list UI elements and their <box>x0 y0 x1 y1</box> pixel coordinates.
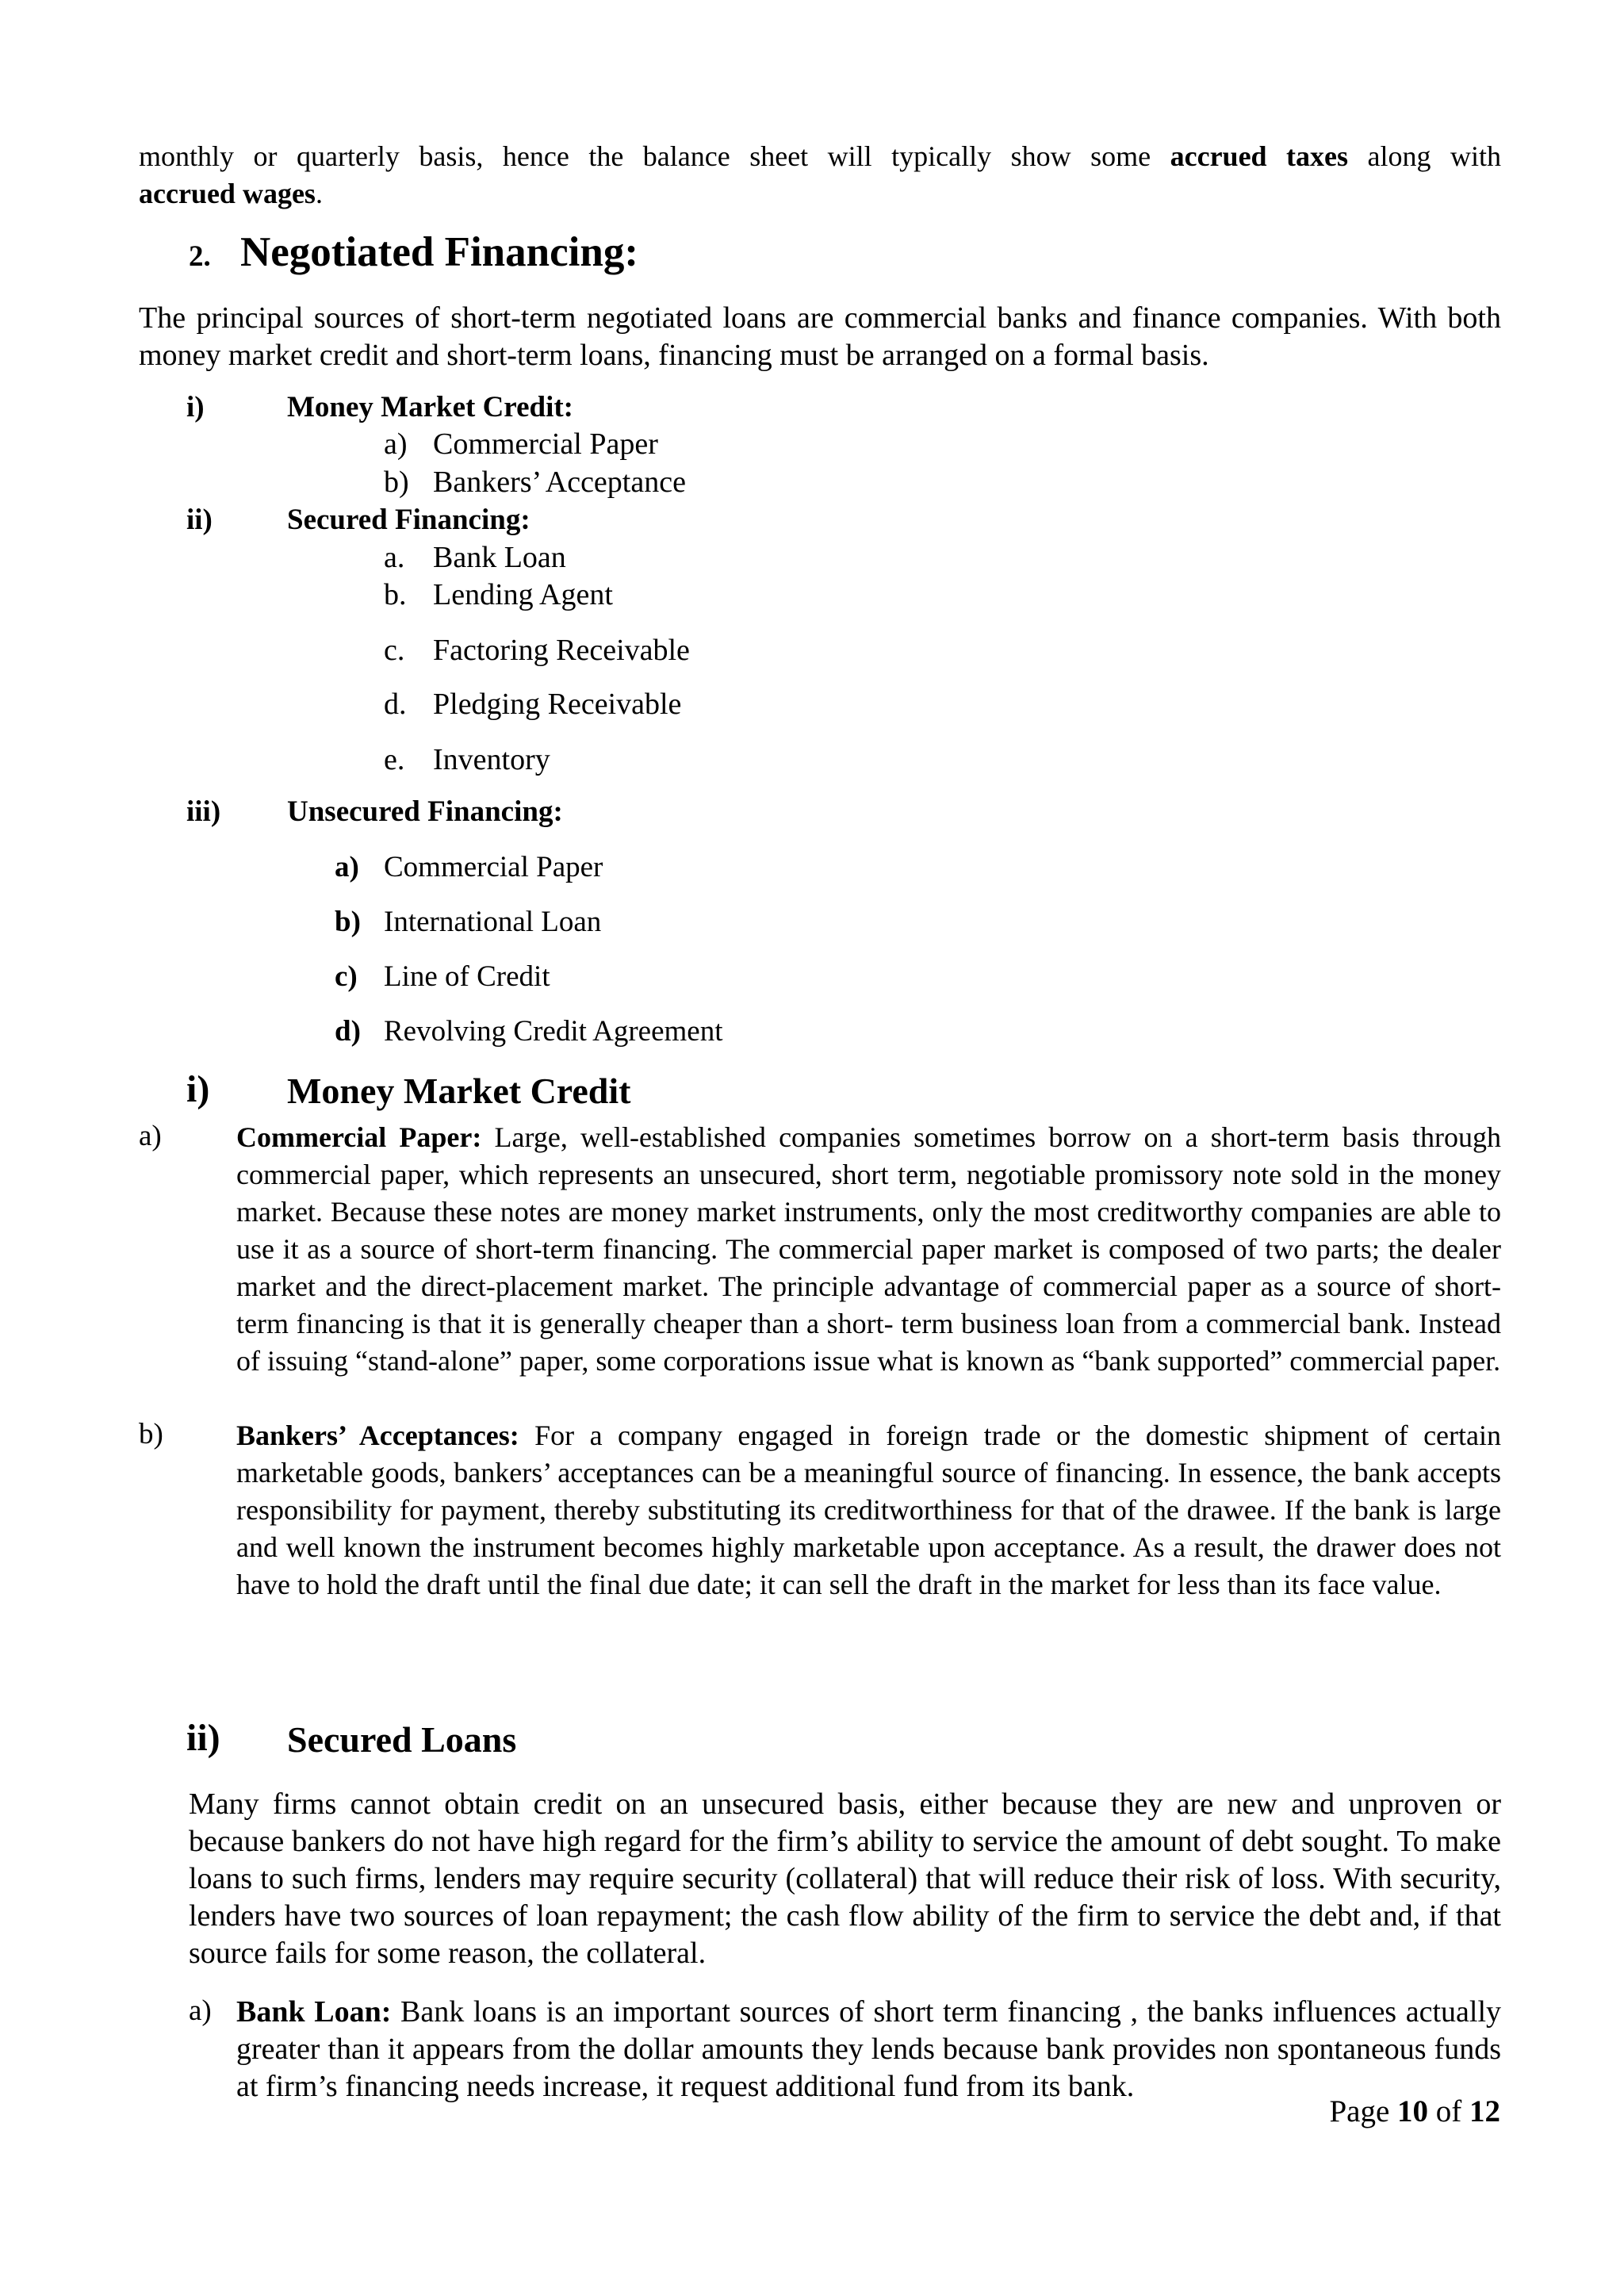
outline-ii-item: e. Inventory <box>384 743 550 776</box>
outline-iii-title: Unsecured Financing: <box>287 795 563 828</box>
commercial-paper-paragraph: Commercial Paper: Large, well-established companies sometimes borrow on a short-term basis through commercial paper, which represents an unsecured, short term, negotiable promissory note sold in the money market. Because these notes are money market instruments, only the most creditworthy companies are able to use it as a source of short-term financing. The commercial paper market is composed of two parts; the dealer market and the direct-placement market. The principle advantage of commercial paper as a source of short-term financing is that it is generally cheaper than a short- term business loan from a commercial bank. Instead of issuing “stand-alone” paper, some corporations issue what is known as “bank supported” commercial paper. <box>236 1121 1501 1377</box>
heading-number: 2. <box>189 240 211 273</box>
outline-ii-title: Secured Financing: <box>287 504 530 536</box>
term-commercial-paper: Commercial Paper: <box>236 1121 482 1153</box>
section-ii-title: Secured Loans <box>287 1719 517 1760</box>
outline-i-title: Money Market Credit: <box>287 391 573 423</box>
term-bank-loan: Bank Loan: <box>236 1995 392 2029</box>
section-i-number: i) <box>186 1068 210 1110</box>
secured-loans-paragraph: Many firms cannot obtain credit on an unsecured basis, either because they are new and unproven or because bankers do not have high regard for the firm’s ability to service the amount of debt sought. To make loans to such firms, lenders may require security (collateral) that will reduce their risk of loss. With security, lenders have two sources of loan repayment; the cash flow ability of the firm to service the debt and, if that source fails for some reason, the collateral. <box>189 1787 1501 1970</box>
section-ii-number: ii) <box>186 1717 220 1759</box>
outline-ii-item: b. Lending Agent <box>384 578 613 611</box>
term-accrued-wages: accrued wages <box>139 178 316 209</box>
outline-iii-item: b) International Loan <box>335 906 602 938</box>
outline-iii-item: a) Commercial Paper <box>335 851 603 883</box>
bankers-acceptances-paragraph: Bankers’ Acceptances: For a company engaged in foreign trade or the domestic shipment of certain marketable goods, bankers’ acceptances can be a meaningful source of financing. In essence, the bank accepts responsibility for payment, thereby substituting its creditworthiness for that of the drawee. If the bank is large and well known the instrument becomes highly marketable upon acceptance. As a result, the drawer does not have to hold the draft until the final due date; it can sell the draft in the market for less than its face value. <box>236 1420 1502 1600</box>
section-i-title: Money Market Credit <box>287 1071 631 1111</box>
outline-i-number: i) <box>186 391 205 423</box>
outline-ii-item: d. Pledging Receivable <box>384 688 682 721</box>
outline-ii-item: c. Factoring Receivable <box>384 634 690 667</box>
section-ii-a-marker: a) <box>189 1994 212 2027</box>
outline-ii-item: a. Bank Loan <box>384 541 566 574</box>
heading-title: Negotiated Financing: <box>240 229 638 275</box>
total-pages: 12 <box>1469 2094 1500 2128</box>
outline-iii-item: d) Revolving Credit Agreement <box>335 1015 723 1048</box>
heading-negotiated-financing <box>189 228 638 276</box>
outline-i-item: b) Bankers’ Acceptance <box>384 466 686 499</box>
section-i-a-marker: a) <box>139 1120 162 1152</box>
section-i-b-marker: b) <box>139 1418 163 1450</box>
intro-paragraph: monthly or quarterly basis, hence the balance sheet will typically show some accrued taxes along with <box>139 140 1502 172</box>
outline-i-item: a) Commercial Paper <box>384 427 658 461</box>
page-number-footer: Page 10 of 12 <box>1329 2094 1500 2128</box>
term-bankers-acceptances: Bankers’ Acceptances: <box>236 1420 519 1451</box>
intro-paragraph-end: accrued wages. <box>139 178 323 209</box>
negotiated-intro-paragraph: The principal sources of short-term negotiated loans are commercial banks and finance companies. With both money market credit and short-term loans, financing must be arranged on a formal basis. <box>139 301 1501 372</box>
outline-iii-item: c) Line of Credit <box>335 960 550 993</box>
term-accrued-taxes: accrued taxes <box>1170 140 1349 172</box>
outline-iii-number: iii) <box>186 795 221 828</box>
outline-ii-number: ii) <box>186 504 213 536</box>
bank-loan-paragraph: Bank Loan: Bank loans is an important sources of short term financing , the banks influences actually greater than it appears from the dollar amounts they lends because bank provides non spontaneous funds at firm’s financing needs increase, it request additional fund from its bank. <box>236 1995 1502 2103</box>
current-page: 10 <box>1397 2094 1428 2128</box>
